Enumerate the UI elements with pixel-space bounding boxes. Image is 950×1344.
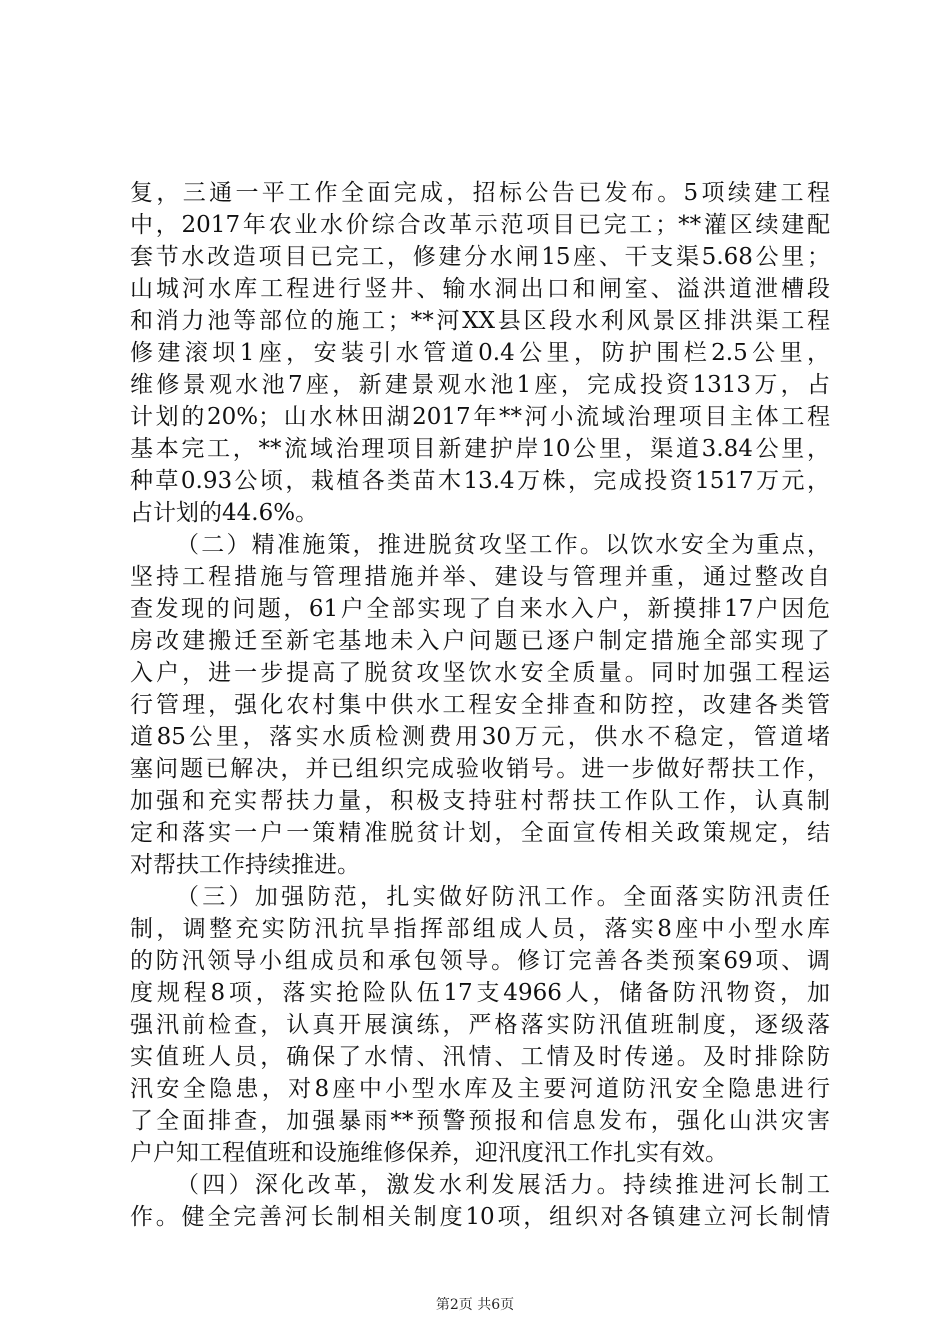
text-line: 对帮扶工作持续推进。 — [130, 852, 360, 878]
text-line: 维修景观水池7座，新建景观水池1座，完成投资1313万，占 — [130, 372, 830, 398]
section-heading-line: （四）深化改革，激发水利发展活力。持续推进河长制工 — [176, 1172, 830, 1198]
text-line: 汛安全隐患，对8座中小型水库及主要河道防汛安全隐患进行 — [130, 1076, 830, 1102]
text-line: 作。健全完善河长制相关制度10项，组织对各镇建立河长制情 — [130, 1204, 830, 1230]
text-line: 查发现的问题，61户全部实现了自来水入户，新摸排17户因危 — [130, 596, 830, 622]
text-line: 修建滚坝1座，安装引水管道0.4公里，防护围栏2.5公里， — [130, 340, 830, 366]
text-line: 定和落实一户一策精准脱贫计划，全面宣传相关政策规定，结 — [130, 820, 830, 846]
text-line: 强汛前检查，认真开展演练，严格落实防汛值班制度，逐级落 — [130, 1012, 830, 1038]
text-line: 复，三通一平工作全面完成，招标公告已发布。5项续建工程 — [130, 180, 830, 206]
text-line: 行管理，强化农村集中供水工程安全排查和防控，改建各类管 — [130, 692, 830, 718]
text-line: 山城河水库工程进行竖井、输水洞出口和闸室、溢洪道泄槽段 — [130, 276, 830, 302]
text-line: 计划的20%；山水林田湖2017年**河小流域治理项目主体工程 — [130, 404, 830, 430]
text-line: 了全面排查，加强暴雨**预警预报和信息发布，强化山洪灾害 — [130, 1108, 830, 1134]
text-line: 的防汛领导小组成员和承包领导。修订完善各类预案69项、调 — [130, 948, 830, 974]
text-line: 套节水改造项目已完工，修建分水闸15座、干支渠5.68公里； — [130, 244, 830, 270]
text-line: 加强和充实帮扶力量，积极支持驻村帮扶工作队工作，认真制 — [130, 788, 830, 814]
text-line: 入户，进一步提高了脱贫攻坚饮水安全质量。同时加强工程运 — [130, 660, 830, 686]
text-line: 坚持工程措施与管理措施并举、建设与管理并重，通过整改自 — [130, 564, 830, 590]
text-line: 塞问题已解决，并已组织完成验收销号。进一步做好帮扶工作， — [130, 756, 830, 782]
text-line: 中，2017年农业水价综合改革示范项目已完工；**灌区续建配 — [130, 212, 830, 238]
page-number-footer: 第2页 共6页 — [435, 1297, 515, 1313]
text-line: 度规程8项，落实抢险队伍17支4966人，储备防汛物资，加 — [130, 980, 830, 1006]
text-line: 道85公里，落实水质检测费用30万元，供水不稳定，管道堵 — [130, 724, 830, 750]
text-line: 房改建搬迁至新宅基地未入户问题已逐户制定措施全部实现了 — [130, 628, 830, 654]
text-line: 种草0.93公顷，栽植各类苗木13.4万株，完成投资1517万元， — [130, 468, 830, 494]
text-line: 户户知工程值班和设施维修保养，迎汛度汛工作扎实有效。 — [130, 1140, 728, 1166]
text-line: 制，调整充实防汛抗旱指挥部组成人员，落实8座中小型水库 — [130, 916, 830, 942]
text-line: 基本完工，**流域治理项目新建护岸10公里，渠道3.84公里， — [130, 436, 830, 462]
section-heading-line: （三）加强防范，扎实做好防汛工作。全面落实防汛责任 — [176, 884, 830, 910]
text-line: 实值班人员，确保了水情、汛情、工情及时传递。及时排除防 — [130, 1044, 830, 1070]
text-line: 占计划的44.6%。 — [130, 500, 319, 526]
text-line: 和消力池等部位的施工；**河XX县区段水利风景区排洪渠工程 — [130, 308, 830, 334]
body-text — [130, 177, 830, 1233]
section-heading-line: （二）精准施策，推进脱贫攻坚工作。以饮水安全为重点， — [176, 532, 830, 558]
